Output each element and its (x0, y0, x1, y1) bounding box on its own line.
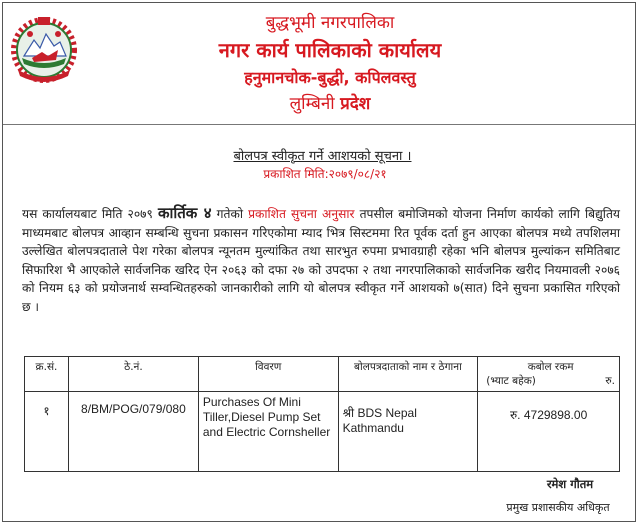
province-label: लुम्बिनी (289, 94, 335, 114)
signer-name: रमेश गौतम (546, 477, 594, 491)
table-row (25, 392, 620, 472)
body-part-2: गतेको (211, 207, 249, 221)
body-part-1: यस कार्यालयबाट मिति २०७९ (22, 207, 158, 221)
award-table (24, 356, 620, 472)
office-name: नगर कार्य पालिकाको कार्यालय (218, 38, 442, 62)
municipality-name: बुद्धभूमी नगरपालिका (265, 13, 395, 33)
office-address: हनुमानचोक-बुद्धी, कपिलवस्तु (244, 68, 416, 87)
header-desc: विवरण (198, 357, 338, 392)
header-amount-line1: कबोल रकम (527, 361, 574, 373)
signer-title: प्रमुख प्रशासकीय अधिकृत (506, 501, 610, 514)
body-month: कार्तिक ४ (157, 204, 212, 222)
header-amount-currency: रु. (605, 375, 615, 387)
header-sn: क्र.सं. (25, 357, 69, 392)
row-bidder-address: Kathmandu (342, 421, 404, 435)
row-desc: Purchases Of Mini Tiller,Diesel Pump Set and Electric Cornsheller (198, 392, 338, 472)
province-word: प्रदेश (340, 94, 371, 114)
header-divider (3, 124, 635, 125)
row-ref: 8/BM/POG/079/080 (68, 392, 198, 472)
published-date: प्रकाशित मिति:२०७९/०८/२१ (263, 167, 387, 181)
row-bidder-name: श्री BDS Nepal (342, 406, 417, 420)
body-red-phrase: प्रकाशित सुचना अनुसार (248, 207, 355, 221)
body-part-3: तपसील बमोजिमको योजना निर्माण कार्यको लागि बिद्युतिय माध्यमबाट बोलपत्र आव्हान सम्बन्धि सुचना प्रकासन गरिएकोमा म्याद भित्र सिस्टममा रित पूर्वक दर्ता हुन आएका बोलपत्र मध्ये तपशिलमा उल्लेखित बोलपत्रदाताले पेश गरेका बोलपत्र न्यूनतम मुल्यांकित तथा सारभुत रुपमा प्रभावग्राही रहेका भनि बोलपत्र मुल्यांकन समितिबाट सिफारिश भै आएकोले सार्वजनिक खरिद ऐन २०६३ को दफा २७ को उपदफा २ तथा नगरपालिकाको सार्वजनिक खरीद नियमावली २०७६ को नियम ६३ को प्रयोजनार्थ सम्वन्धितहरुको जानकारीको लागि यो बोलपत्र स्वीकृत गर्ने आशयको ७(सात) दिने सुचना प्रकासित गरिएको छ । (22, 207, 620, 314)
province-name (150, 91, 510, 114)
header-bidder: बोलपत्रदाताको नाम र ठेगाना (338, 357, 478, 392)
header-amount-line2: (भ्याट बहेक) (486, 375, 536, 387)
row-amount: रु. 4729898.00 (478, 392, 620, 472)
nepal-emblem-icon (8, 12, 80, 86)
notice-title: बोलपत्र स्वीकृत गर्ने आशयको सूचना । (233, 149, 412, 164)
row-bidder (338, 392, 478, 472)
header-ref: ठे.नं. (68, 357, 198, 392)
row-sn: १ (25, 392, 69, 472)
table-header-row (25, 357, 620, 392)
header-amount (478, 357, 620, 392)
notice-body (22, 204, 620, 317)
